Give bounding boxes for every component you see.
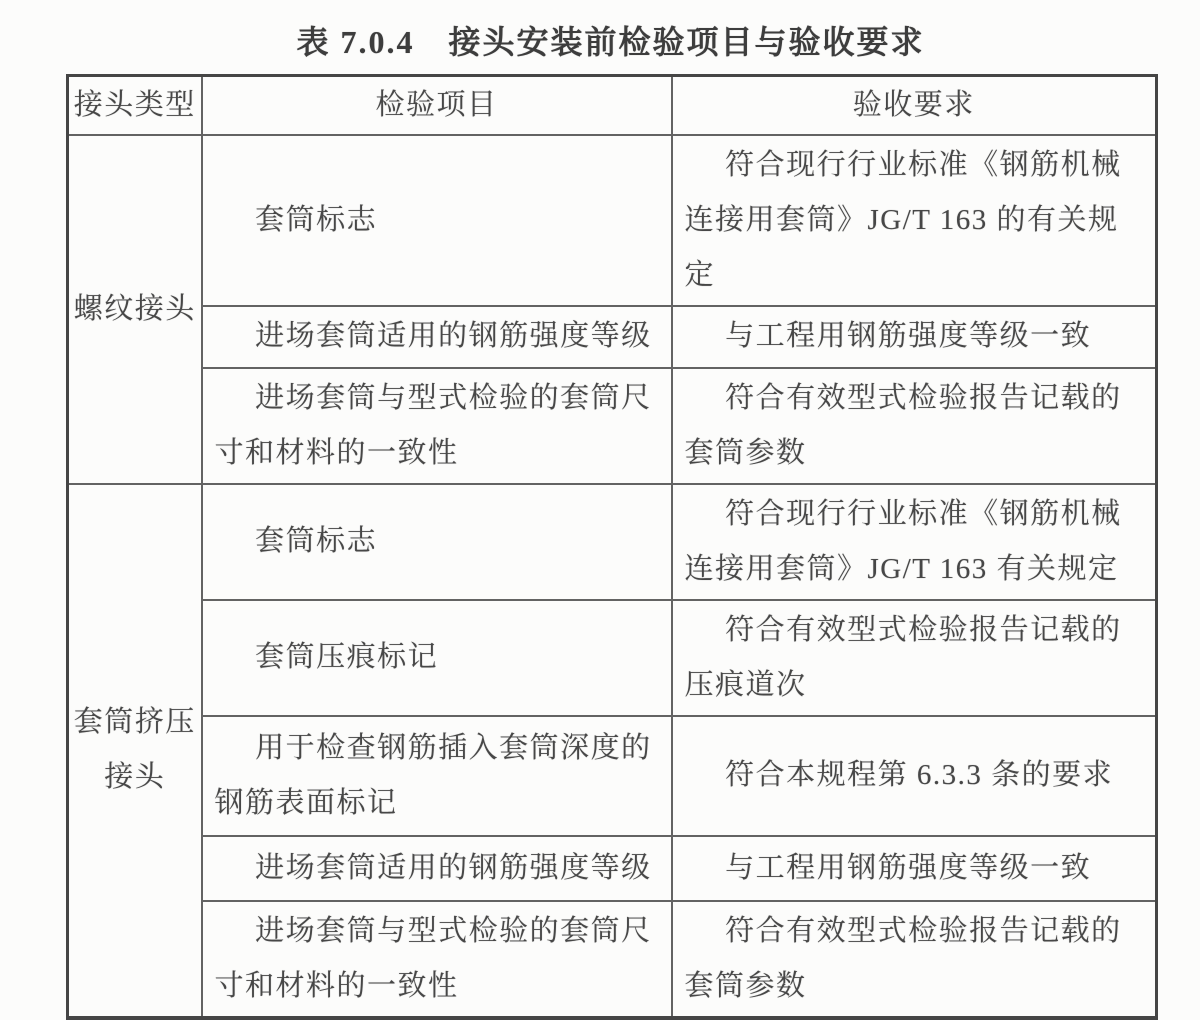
acceptance-requirement-cell: 符合有效型式检验报告记载的压痕道次: [672, 600, 1157, 716]
inspection-item-cell: 套筒标志: [202, 135, 672, 306]
joint-type-cell-sleeve-extrusion: 套筒挤压接头: [68, 484, 202, 1018]
table-row: [68, 368, 1157, 484]
inspection-item-cell: 进场套筒与型式检验的套筒尺寸和材料的一致性: [202, 368, 672, 484]
inspection-item-cell: 套筒标志: [202, 484, 672, 600]
table-row: [68, 484, 1157, 600]
document-page: [66, 0, 1155, 1020]
inspection-item-cell: 套筒压痕标记: [202, 600, 672, 716]
acceptance-requirement-cell: 符合现行行业标准《钢筋机械连接用套筒》JG/T 163 有关规定: [672, 484, 1157, 600]
inspection-item-cell: 进场套筒与型式检验的套筒尺寸和材料的一致性: [202, 901, 672, 1018]
col-header-inspection-item: 检验项目: [202, 76, 672, 135]
col-header-acceptance-requirement: 验收要求: [672, 76, 1157, 135]
acceptance-requirement-cell: 符合现行行业标准《钢筋机械连接用套筒》JG/T 163 的有关规定: [672, 135, 1157, 306]
inspection-item-cell: 进场套筒适用的钢筋强度等级: [202, 306, 672, 368]
acceptance-requirement-cell: 符合有效型式检验报告记载的套筒参数: [672, 368, 1157, 484]
table-row: [68, 306, 1157, 368]
header-row: [68, 76, 1157, 135]
table-row: [68, 716, 1157, 836]
inspection-requirements-table: [66, 74, 1158, 1020]
table-row: [68, 600, 1157, 716]
table-row: [68, 901, 1157, 1018]
inspection-item-cell: 进场套筒适用的钢筋强度等级: [202, 836, 672, 901]
table-caption: 表 7.0.4 接头安装前检验项目与验收要求: [296, 24, 925, 60]
col-header-joint-type: 接头类型: [68, 76, 202, 135]
acceptance-requirement-cell: 符合有效型式检验报告记载的套筒参数: [672, 901, 1157, 1018]
table-row: [68, 836, 1157, 901]
acceptance-requirement-cell: 与工程用钢筋强度等级一致: [672, 836, 1157, 901]
inspection-item-cell: 用于检查钢筋插入套筒深度的钢筋表面标记: [202, 716, 672, 836]
acceptance-requirement-cell: 与工程用钢筋强度等级一致: [672, 306, 1157, 368]
acceptance-requirement-cell: 符合本规程第 6.3.3 条的要求: [672, 716, 1157, 836]
joint-type-cell-threaded: 螺纹接头: [68, 135, 202, 484]
table-row: [68, 135, 1157, 306]
